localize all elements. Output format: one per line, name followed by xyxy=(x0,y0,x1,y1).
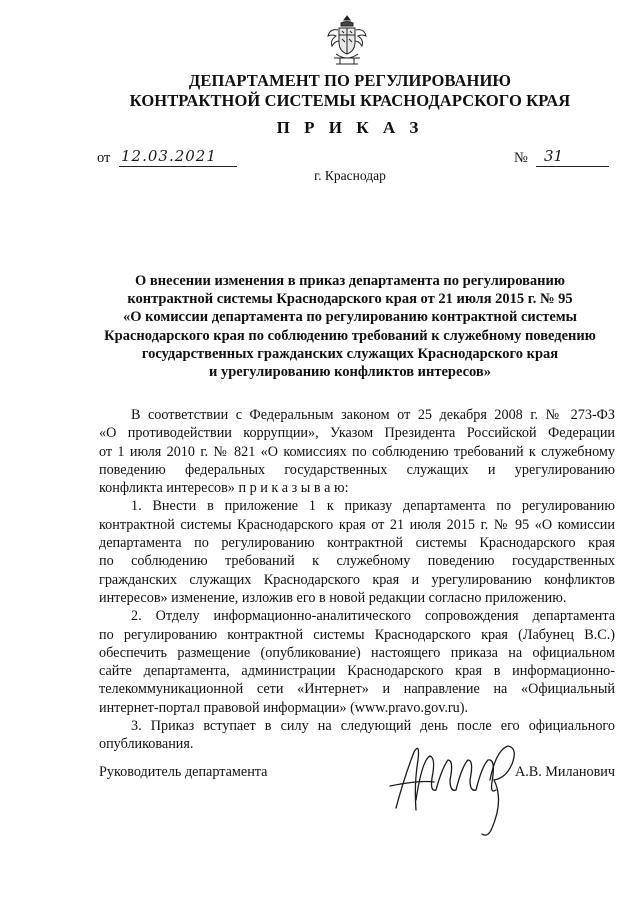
body-line: от 1 июля 2010 г. № 821 «О комиссиях по соблюдению требований к служебному xyxy=(99,443,615,460)
body-line: департамента по регулированию контрактной системы Краснодарского края xyxy=(99,535,615,552)
date-underline xyxy=(119,166,237,167)
body-line: по регулированию контрактной системы Краснодарского края (Лабунец В.С.) xyxy=(99,626,615,643)
body-line: интернет-портал правовой информации» (www.pravo.gov.ru). xyxy=(99,699,468,716)
coat-of-arms-emblem xyxy=(326,14,368,66)
body-line: 2. Отделу информационно-аналитического сопровождения департамента xyxy=(131,608,615,625)
body-line: обеспечить размещение (опубликование) настоящего приказа на официальном xyxy=(99,644,615,661)
body-line: телекоммуникационной сети «Интернет» и направление на «Официальный xyxy=(99,681,615,698)
body-line: по соблюдению требований к служебному поведению государственных xyxy=(99,553,615,570)
body-line: 1. Внести в приложение 1 к приказу департамента по регулированию xyxy=(131,498,615,515)
body-line: сайте департамента, администрации Краснодарского края в информационно- xyxy=(99,663,615,680)
heading-line: О внесении изменения в приказ департамента по регулированию xyxy=(135,273,565,289)
body-line: В соответствии с Федеральным законом от 25 декабря 2008 г. № 273-ФЗ xyxy=(131,407,615,423)
order-body xyxy=(99,406,615,754)
order-heading xyxy=(100,272,600,381)
order-number xyxy=(514,147,614,170)
department-name-line-2: КОНТРАКТНОЙ СИСТЕМЫ КРАСНОДАРСКОГО КРАЯ xyxy=(129,91,571,110)
signatory-name: А.В. Миланович xyxy=(514,764,615,780)
heading-line: Краснодарского края по соблюдению требований к служебному поведению xyxy=(104,327,596,344)
body-line: интересов» изменение, изложив его в новой редакции согласно приложению. xyxy=(99,589,567,606)
body-line: гражданских служащих Краснодарского края и урегулированию конфликтов xyxy=(99,571,615,588)
body-line: «О противодействии коррупции», Указом Президента Российской Федерации xyxy=(99,425,615,442)
date-value-handwritten: 12.03.2021 xyxy=(121,147,217,165)
number-prefix: № xyxy=(514,150,528,166)
body-line: поведению федеральных государственных служащих и урегулированию xyxy=(99,461,615,478)
date-prefix: от xyxy=(97,150,111,166)
order-date xyxy=(97,147,247,170)
heading-line: государственных гражданских служащих Краснодарского края xyxy=(141,345,559,362)
number-value-handwritten: 31 xyxy=(544,147,564,165)
signature-block xyxy=(99,764,615,786)
heading-line: контрактной системы Краснодарского края от 21 июля 2015 г. № 95 xyxy=(127,291,573,308)
body-line: контрактной системы Краснодарского края от 21 июля 2015 г. № 95 «О комиссии xyxy=(99,516,615,533)
body-line: опубликования. xyxy=(99,736,194,753)
signatory-title: Руководитель департамента xyxy=(99,764,268,780)
body-line: 3. Приказ вступает в силу на следующий день после его официального xyxy=(131,718,615,735)
heading-line: и урегулированию конфликтов интересов» xyxy=(208,364,492,381)
department-name-line-1: ДЕПАРТАМЕНТ ПО РЕГУЛИРОВАНИЮ xyxy=(188,71,512,90)
body-line: конфликта интересов» п р и к а з ы в а ю: xyxy=(99,480,349,497)
number-underline xyxy=(536,166,609,167)
city: г. Краснодар xyxy=(314,168,386,183)
order-title: П Р И К А З xyxy=(276,118,424,137)
heading-line: «О комиссии департамента по регулированию контрактной системы xyxy=(123,309,577,326)
